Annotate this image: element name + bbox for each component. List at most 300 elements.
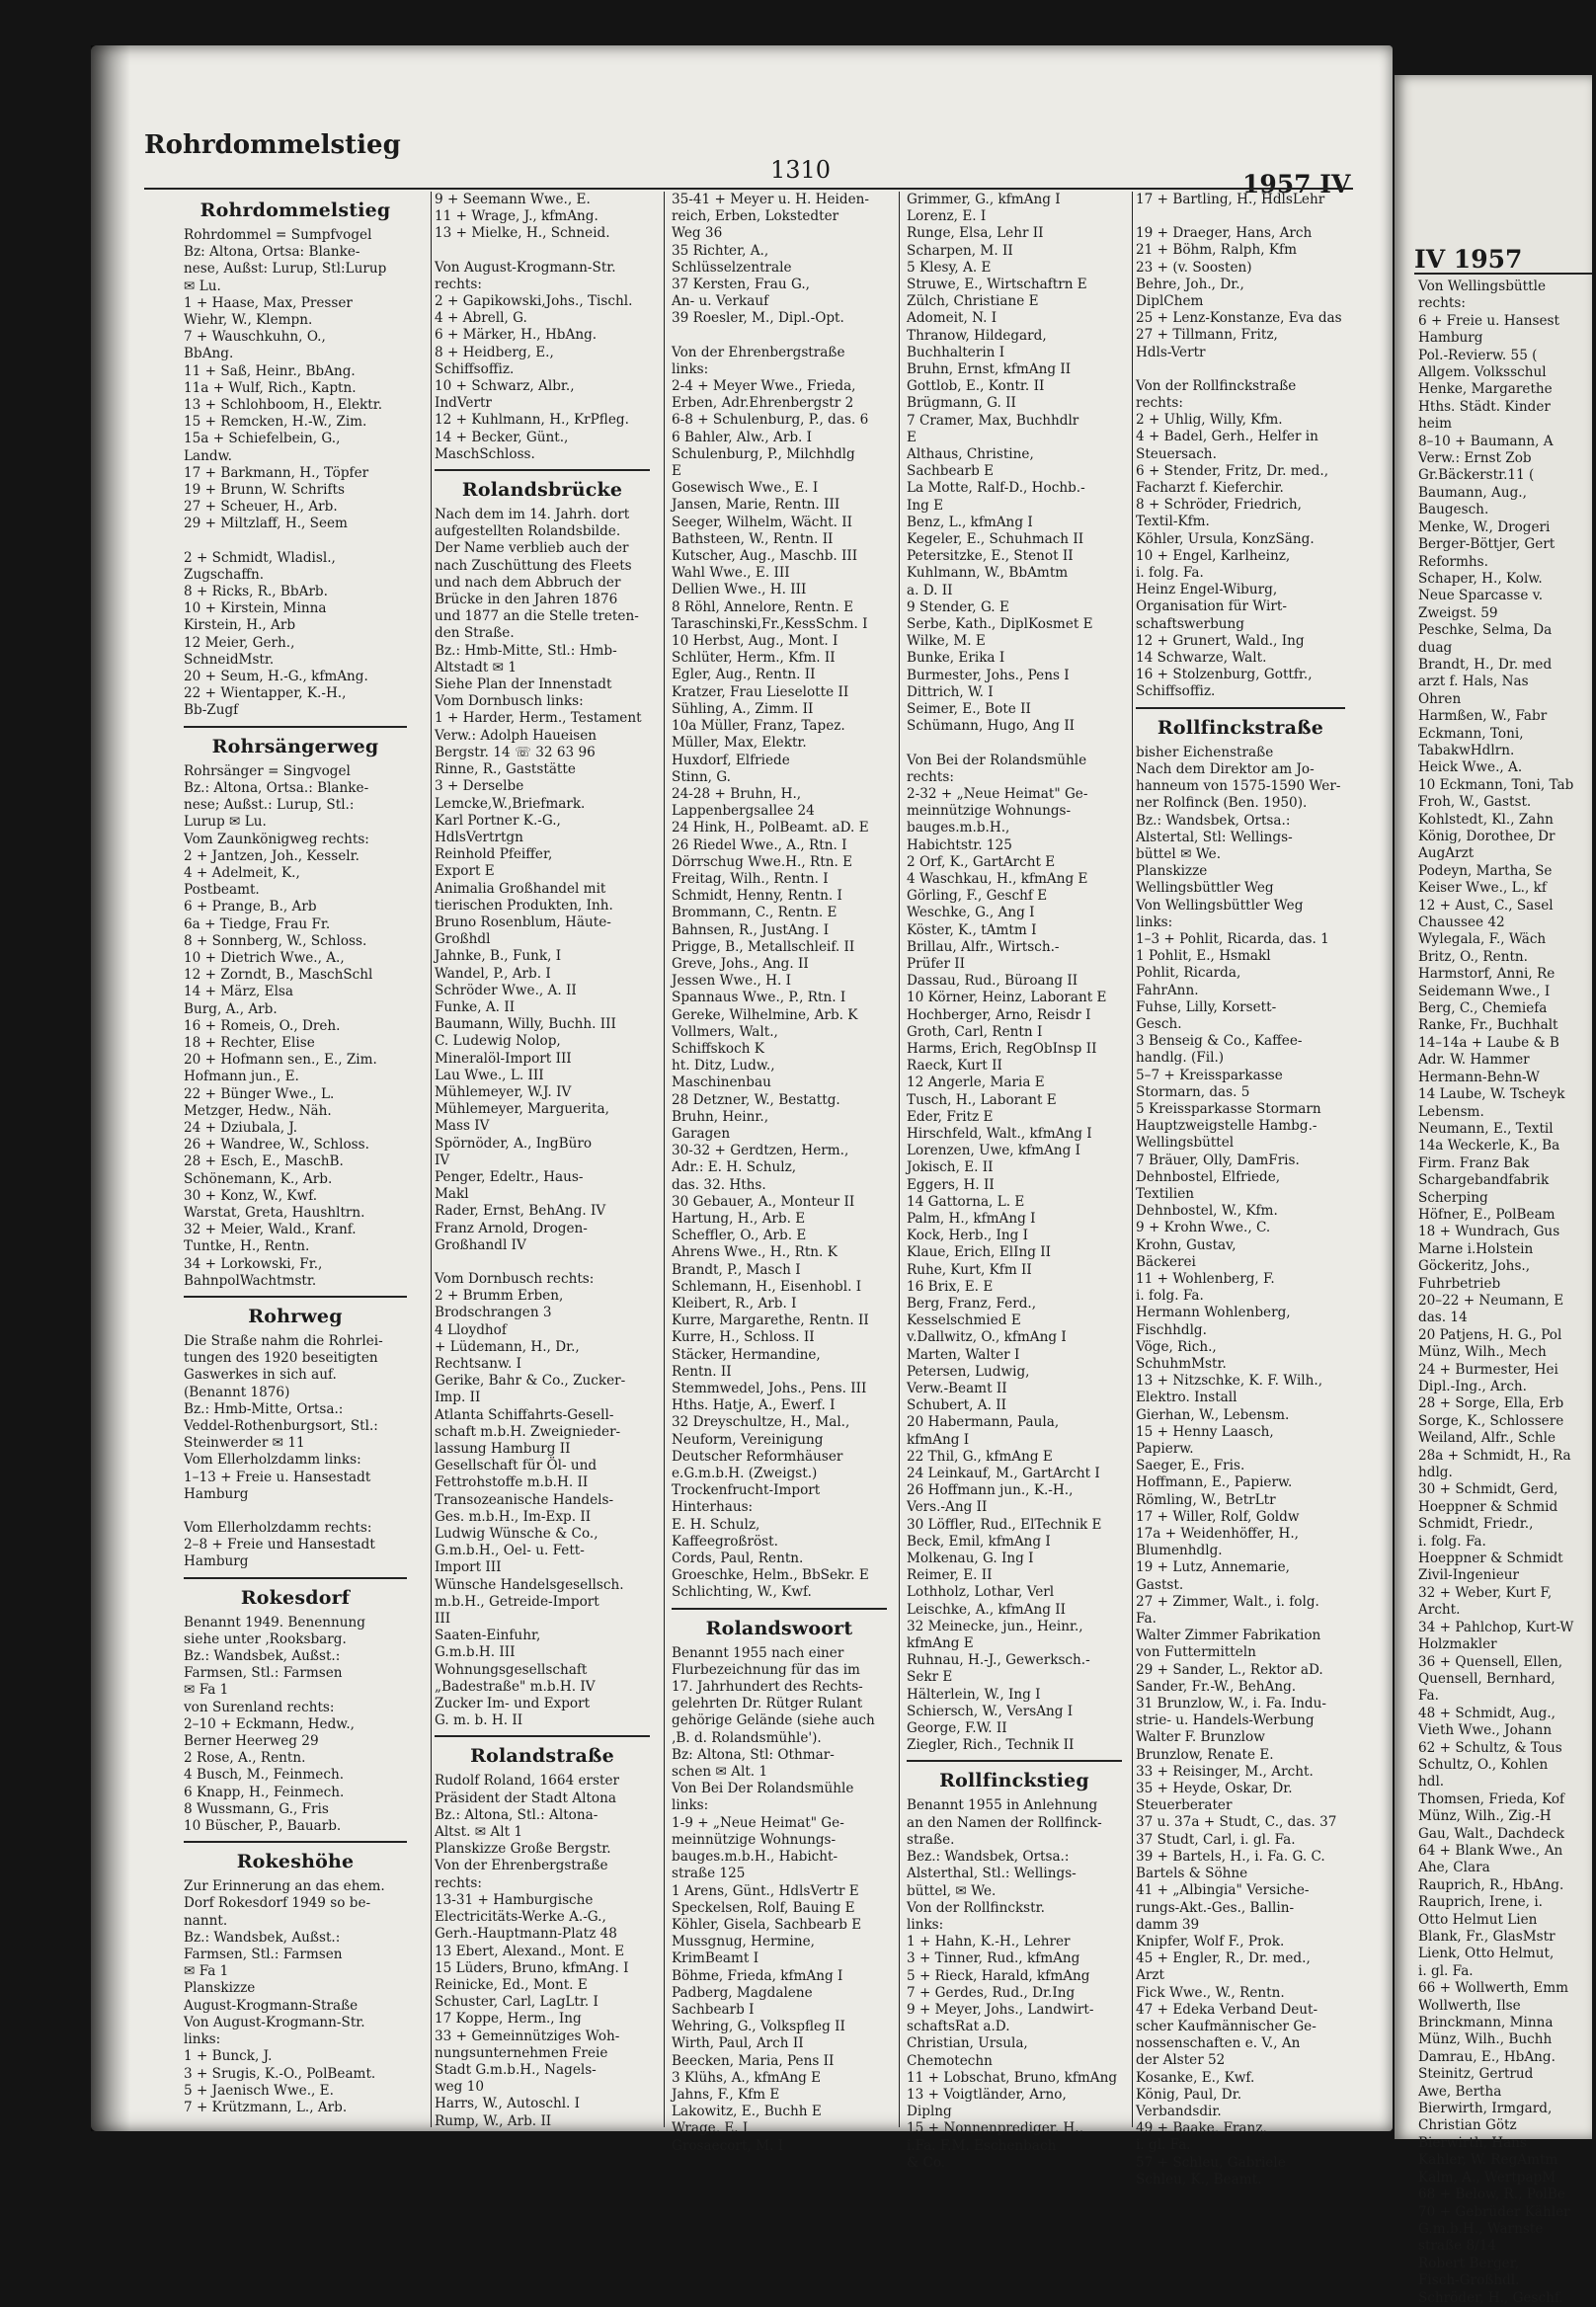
directory-entry: Sühling, A., Zimm. II	[672, 700, 814, 717]
directory-entry: Bz: Altona, Ortsa: Blanke-	[184, 244, 360, 261]
directory-entry: Fa.	[1136, 1611, 1157, 1628]
directory-entry: Kleibert, R., Arb. I	[672, 1296, 797, 1312]
directory-entry: 37 Studt, Carl, i. gl. Fa.	[1136, 1831, 1296, 1848]
directory-entry: büttel ✉ We.	[1136, 845, 1222, 862]
directory-entry: 12 Angerle, Maria E	[907, 1074, 1045, 1091]
directory-entry: Vom Zaunkönigweg rechts:	[184, 831, 369, 847]
directory-entry: 27 + Tillmann, Fritz,	[1136, 327, 1278, 344]
directory-entry: i. folg. Fa.	[1418, 1533, 1486, 1550]
directory-entry: Berg, Franz, Ferd.,	[907, 1296, 1037, 1312]
directory-entry: 27 + Scheuer, H., Arb.	[184, 499, 338, 516]
directory-entry: Habichtstr. 125	[907, 836, 1012, 853]
directory-entry: Heinz Engel-Wiburg,	[1136, 582, 1278, 598]
directory-entry: Fuhrbetrieb	[1418, 1275, 1501, 1292]
directory-entry: 28a + Schmidt, H., Ra	[1418, 1447, 1571, 1464]
directory-entry: 45 + Engler, R., Dr. med.,	[1136, 1950, 1311, 1967]
directory-entry: Verw.-Beamt II	[907, 1381, 1007, 1397]
directory-entry: Schümann, Hugo, Ang II	[907, 718, 1076, 735]
directory-entry: Wollwerth, Ilse	[1418, 1997, 1521, 2014]
book-spine-shadow	[91, 45, 130, 2131]
directory-entry: 1 + Harder, Herm., Testament	[435, 710, 642, 727]
directory-entry: 3 + Derselbe	[435, 778, 524, 795]
directory-entry: Harms, Erich, RegObInsp II	[907, 1040, 1097, 1057]
directory-entry: rechts:	[907, 768, 954, 785]
directory-entry: Brodschrangen 3	[435, 1305, 552, 1321]
directory-entry: E. H. Schulz,	[672, 1516, 760, 1533]
directory-entry: Beecken, Maria, Pens II	[672, 2052, 835, 2069]
directory-entry: Kratzer, Frau Lieselotte II	[672, 683, 849, 700]
directory-entry: Saeger, E., Fris.	[1136, 1458, 1245, 1474]
directory-entry: Zur Erinnerung an das ehem.	[184, 1878, 385, 1895]
directory-entry: 21 + Böhm, Ralph, Kfm	[1136, 242, 1297, 259]
directory-entry: Rauprich, R., HbAng.	[1418, 1876, 1564, 1893]
directory-entry: 2 + Brumm Erben,	[435, 1288, 564, 1305]
directory-entry: 35 Richter, A.,	[672, 242, 769, 259]
directory-entry: Lorenzen, Uwe, kfmAng I	[907, 1143, 1081, 1159]
directory-entry: Schiffskoch K	[672, 1040, 764, 1057]
directory-entry: Britz, O., Rentn.	[1418, 948, 1528, 965]
directory-entry: Schiffsoffiz.	[435, 360, 515, 377]
directory-entry: Planskizze Große Bergstr.	[435, 1841, 611, 1858]
directory-entry: 26 Hoffmann jun., K.-H.,	[907, 1482, 1074, 1499]
directory-entry: August-Krogmann-Straße	[184, 1997, 359, 2014]
directory-entry: Spörnöder, A., IngBüro	[435, 1135, 593, 1152]
directory-entry: straße 125	[672, 1866, 746, 1882]
directory-entry: Landw.	[184, 447, 232, 464]
directory-entry	[435, 243, 650, 260]
directory-entry: Planskizze	[1136, 863, 1208, 880]
directory-entry: 9 Stender, G. E	[907, 598, 1009, 615]
directory-entry: Blumenhdlg.	[1136, 1543, 1223, 1559]
directory-entry: Import III	[435, 1559, 502, 1576]
directory-entry: Schulenburg, P., Milchhdlg	[672, 445, 855, 462]
directory-entry: Kohlstedt, Kl., Zahn	[1418, 811, 1554, 828]
directory-entry: Alsterthal, Stl.: Wellings-	[907, 1866, 1077, 1882]
directory-entry: Zugschaffn.	[184, 566, 265, 583]
column-4	[907, 192, 1122, 2171]
directory-entry: Greve, Johs., Ang. II	[672, 955, 809, 972]
directory-entry: links:	[1136, 914, 1173, 930]
directory-entry: 17. Jahrhundert des Rechts-	[672, 1679, 863, 1696]
directory-entry: 62 + Schultz, & Tous	[1418, 1739, 1562, 1756]
directory-entry: Hoeppner & Schmid	[1418, 1498, 1558, 1515]
directory-entry: Dehnbostel, W., Kfm.	[1136, 1203, 1278, 1220]
directory-entry: Ahe, Clara	[1418, 1860, 1490, 1876]
directory-entry: Freitag, Wilh., Rentn. I	[672, 870, 829, 887]
directory-page-right	[1395, 75, 1592, 2306]
directory-entry: Bruhn, Heinr.,	[672, 1108, 769, 1125]
directory-entry: 4 Lloydhof	[435, 1321, 507, 1338]
directory-entry: ner Rolfinck (Ben. 1950).	[1136, 795, 1308, 812]
directory-entry: Vers.-Ang II	[907, 1499, 988, 1516]
directory-entry: scher Kaufmännischer Ge-	[1136, 2018, 1317, 2034]
directory-entry: 5 Kreissparkasse Stormarn	[1136, 1100, 1321, 1117]
directory-entry: siehe unter ‚Rooksbarg.	[184, 1631, 347, 1647]
directory-entry: 5 + Rieck, Harald, kfmAng	[907, 1967, 1090, 1984]
directory-entry: DiplChem	[1136, 293, 1204, 310]
directory-entry: 12 + Aust, C., Sasel	[1418, 897, 1554, 914]
directory-entry: 7 + Wauschkuhn, O.,	[184, 329, 326, 346]
directory-entry: Steuersach.	[1136, 445, 1217, 462]
directory-entry: Chemotechn	[907, 2052, 993, 2069]
directory-entry: büttel, ✉ We.	[907, 1882, 997, 1899]
street-heading: Rolandsbrücke	[461, 479, 623, 502]
directory-entry: Bz: Altona, Stl: Othmar-	[672, 1746, 835, 1763]
directory-entry: 6a + Tiedge, Frau Fr.	[184, 915, 331, 932]
directory-entry: 30 + Konz, W., Kwf.	[184, 1187, 318, 1204]
directory-entry: Brunzlow, Renate E.	[1136, 1746, 1274, 1763]
directory-entry: damm 39	[1136, 1916, 1200, 1933]
directory-entry: C. Ludewig Nolop,	[435, 1033, 561, 1050]
directory-entry: Münz, Wilh., Mech	[1418, 1344, 1547, 1361]
directory-entry: Münz, Wilh., Buchh	[1418, 2031, 1553, 2048]
directory-entry: Müller, Max, Elektr.	[672, 735, 807, 752]
directory-entry: 39 Roesler, M., Dipl.-Opt.	[672, 310, 844, 327]
directory-entry: Fettrohstoffe m.b.H. II	[435, 1474, 589, 1491]
directory-entry: bisher Eichenstraße	[1136, 744, 1274, 760]
directory-entry: Schlichting, W., Kwf.	[672, 1584, 812, 1601]
directory-entry: nannt.	[184, 1912, 228, 1929]
directory-entry: König, Dorothee, Dr	[1418, 829, 1556, 844]
directory-entry: 49 + Baake, Franz,	[1136, 2120, 1267, 2137]
directory-entry: nungsunternehmen Freie	[435, 2044, 608, 2061]
directory-entry: Grosaecort, M. I	[672, 2137, 783, 2154]
directory-entry: 10 Herbst, Aug., Mont. I	[672, 633, 838, 650]
directory-entry: Chaussee 42	[1418, 915, 1505, 931]
directory-entry: 32 Meinecke, jun., Heinr.,	[907, 1618, 1083, 1634]
directory-entry: Sachbearb E	[907, 463, 995, 480]
directory-entry: Verbandsdir.	[1136, 2103, 1222, 2119]
directory-entry: Hochberger, Arno, Reisdr I	[907, 1006, 1091, 1023]
directory-entry: links:	[672, 1797, 709, 1814]
directory-entry: Gr.Bäckerstr.11 (	[1418, 467, 1535, 484]
directory-entry: Wohnungsgesellschaft	[435, 1661, 588, 1678]
directory-entry: Firm. Franz Bak	[1418, 1154, 1530, 1171]
directory-entry: 10 Büscher, P., Bauarb.	[184, 1818, 342, 1835]
directory-entry: Seidemann Wwe., I	[1418, 983, 1551, 999]
directory-entry: 10 Körner, Heinz, Laborant E	[907, 990, 1107, 1006]
directory-entry: Schönemann, K., Arb.	[184, 1170, 333, 1187]
directory-entry: 34 + Lorkowski, Fr.,	[184, 1255, 323, 1272]
directory-entry: 33 + Reisinger, M., Archt.	[1136, 1763, 1314, 1780]
directory-entry: Wehring, G., Volkspfleg II	[672, 2019, 845, 2035]
directory-entry: Schröder, H., Geschf.	[1418, 2289, 1563, 2306]
directory-entry: 20 Habermann, Paula,	[907, 1414, 1060, 1431]
directory-entry: Transozeanische Handels-	[435, 1491, 614, 1508]
directory-entry: Gosewisch Wwe., E. I	[672, 480, 819, 497]
directory-entry: Warstat, Greta, Haushltrn.	[184, 1204, 365, 1221]
section-rule	[907, 1760, 1122, 1762]
directory-entry: 13 Ebert, Alexand., Mont. E	[435, 1943, 625, 1959]
directory-entry: Mühlemeyer, Marguerita,	[435, 1101, 609, 1118]
directory-entry: Allgem. Volksschul	[1418, 364, 1547, 381]
directory-entry: 12 + Kuhlmann, H., KrPfleg.	[435, 412, 629, 429]
directory-entry: Steinitz, Gertrud	[1418, 2066, 1534, 2083]
directory-entry: den Straße.	[435, 625, 515, 642]
directory-entry: Jokisch, E. II	[907, 1159, 994, 1176]
directory-entry: Tuntke, H., Rentn.	[184, 1238, 310, 1255]
directory-entry: an den Namen der Rollfinck-	[907, 1814, 1102, 1831]
directory-entry: 10 + Dietrich Wwe., A.,	[184, 949, 345, 966]
directory-entry: Dorf Rokesdorf 1949 so be-	[184, 1895, 371, 1912]
directory-entry: Von der Rollfinckstr.	[907, 1899, 1045, 1916]
directory-entry: Imp. II	[435, 1390, 481, 1406]
directory-entry: Weiland, Alfr., Schle	[1418, 1430, 1556, 1447]
directory-entry: Reformhs.	[1418, 553, 1488, 570]
directory-entry: 14 + März, Elsa	[184, 984, 294, 1000]
directory-entry: 6 + Stender, Fritz, Dr. med.,	[1136, 462, 1329, 479]
directory-entry: Behre, Joh., Dr.,	[1136, 276, 1244, 292]
directory-entry: Rudolf Roland, 1664 erster	[435, 1773, 619, 1790]
directory-entry: rechts:	[435, 1874, 482, 1891]
directory-entry: Die Straße nahm die Rohrlei-	[184, 1332, 383, 1349]
directory-entry: lassung Hamburg II	[435, 1441, 571, 1458]
directory-entry: Eggers, H. II	[907, 1176, 995, 1193]
directory-entry: 17 + Bartling, H., HdlsLehr	[1136, 192, 1325, 207]
directory-entry: Althaus, Christine,	[907, 446, 1034, 463]
directory-entry: Gerh.-Hauptmann-Platz 48	[435, 1926, 617, 1943]
directory-entry: Siehe Plan der Innenstadt	[435, 676, 612, 693]
directory-entry: Weschke, G., Ang I	[907, 905, 1035, 921]
directory-entry: BahnpolWachtmstr.	[184, 1272, 317, 1289]
directory-entry: Neumann, E., Textil	[1418, 1120, 1554, 1137]
directory-entry: Gottlob, E., Kontr. II	[907, 378, 1045, 395]
directory-entry: rechts:	[1418, 295, 1466, 312]
directory-entry: ✉ Fa 1	[184, 1682, 229, 1699]
directory-entry: Benannt 1955 nach einer	[672, 1644, 844, 1661]
section-rule	[184, 1841, 407, 1843]
directory-entry: Wirth, Paul, Arch II	[672, 2035, 804, 2052]
directory-entry: 14 + Becker, Günt.,	[435, 429, 569, 445]
directory-entry: Molkenau, G. Ing I	[907, 1551, 1034, 1567]
directory-entry: Bunke, Erika I	[907, 650, 1005, 667]
directory-entry: Gierhan, W., Lebensm.	[1136, 1406, 1290, 1423]
directory-entry: 2–8 + Freie und Hansestadt	[184, 1537, 375, 1553]
directory-entry: Vieth Wwe., Johann	[1418, 1722, 1553, 1739]
directory-entry: Podeyn, Martha, Se	[1418, 862, 1553, 879]
directory-entry: Stormarn, das. 5	[1136, 1083, 1250, 1100]
directory-entry: Dehnbostel, Elfriede,	[1136, 1168, 1281, 1185]
directory-entry: Verw.: Ernst Zob	[1418, 450, 1532, 467]
directory-entry: Brandt, P., Masch I	[672, 1261, 801, 1278]
directory-entry: 10 + Kirstein, Minna	[184, 600, 327, 617]
directory-entry: König, Paul, Dr.	[1136, 2086, 1242, 2103]
street-heading: Rolandstraße	[470, 1745, 614, 1768]
directory-entry: 18 + Wundrach, Gus	[1418, 1224, 1560, 1240]
directory-entry: Knipfer, Wolf F., Prok.	[1136, 1933, 1285, 1949]
directory-entry: Prigge, B., Metallschleif. II	[672, 938, 855, 955]
directory-entry: und nach dem Abbruch der	[435, 574, 621, 591]
directory-entry: Bz.: Altona, Stl.: Altona-	[435, 1806, 598, 1823]
directory-entry: Römling, W., BetrLtr	[1136, 1491, 1276, 1508]
directory-entry: Eder, Fritz E	[907, 1108, 994, 1125]
directory-entry: Göckeritz, Johs.,	[1418, 1258, 1531, 1275]
directory-entry: 11 + Wohlenberg, F.	[1136, 1270, 1275, 1287]
directory-entry: Kosanke, E., Kwf.	[1136, 2069, 1255, 2086]
directory-entry: 64 + Blank Wwe., An	[1418, 1842, 1563, 1859]
directory-entry: E	[907, 429, 917, 445]
directory-entry: Bartels & Söhne	[1136, 1866, 1248, 1882]
directory-entry: 9 + Meyer, Johs., Landwirt-	[907, 2001, 1094, 2018]
column-3	[672, 192, 887, 2154]
directory-entry: Organisation für Wirt-	[1136, 598, 1287, 615]
directory-entry: Schargebandfabrik	[1418, 1172, 1550, 1189]
directory-entry: Rentn. II	[672, 1363, 732, 1380]
directory-entry: Peschke, Selma, Da	[1418, 622, 1553, 639]
directory-entry: Mussgnug, Hermine,	[672, 1934, 815, 1950]
directory-entry: Wahl Wwe., E. III	[672, 565, 790, 582]
directory-entry: G.m.b.H. III	[435, 1644, 516, 1661]
directory-entry: Rechtsanw. I	[435, 1356, 521, 1372]
street-heading: Rolandswoort	[705, 1617, 853, 1639]
directory-entry: Karl Portner K.-G.,	[435, 812, 561, 829]
directory-entry: 2-4 + Meyer Wwe., Frieda,	[672, 378, 856, 395]
directory-entry: Jansen, Marie, Rentn. III	[672, 497, 840, 514]
directory-entry: Petersitzke, E., Stenot II	[907, 548, 1074, 565]
directory-entry: rungs-Akt.-Ges., Ballin-	[1136, 1899, 1295, 1916]
directory-entry: Groth, Carl, Rentn I	[907, 1023, 1043, 1040]
street-heading: Rollfinckstraße	[1157, 716, 1324, 739]
directory-entry: Baumann, Willy, Buchh. III	[435, 1016, 616, 1033]
column-1	[184, 192, 407, 2127]
directory-entry: Bathsteen, W., Rentn. II	[672, 530, 834, 547]
directory-entry: Deutscher Reformhäuser	[672, 1448, 843, 1465]
directory-entry: 8 Wussmann, G., Fris	[184, 1800, 329, 1817]
directory-entry: 8 + Heidberg, E.,	[435, 344, 554, 360]
directory-entry: La Motte, Ralf-D., Hochb.-	[907, 480, 1085, 497]
directory-entry: Alstertal, Stl: Wellings-	[1136, 829, 1293, 845]
directory-entry: 35 + Heyde, Oskar, Dr.	[1136, 1781, 1293, 1797]
directory-entry: 27 + Zimmer, Walt., i. folg.	[1136, 1593, 1319, 1610]
directory-entry: Hths. Hatje, A., Ewerf. I	[672, 1397, 836, 1414]
directory-entry: Beck, Emil, kfmAng I	[907, 1533, 1051, 1550]
directory-entry: 2 + Uhlig, Willy, Kfm.	[1136, 412, 1283, 429]
section-rule	[184, 1296, 407, 1298]
directory-entry: Kurre, Margarethe, Rentn. II	[672, 1313, 869, 1329]
directory-entry: Brücke in den Jahren 1876	[435, 592, 618, 608]
directory-entry: schaftswerbung	[1136, 615, 1245, 632]
directory-entry: 2 + Gapikowski,Johs., Tischl.	[435, 293, 633, 310]
directory-entry: i. folg. Fa.	[1136, 565, 1204, 582]
directory-entry: Schlemann, H., Eisenhobl. I	[672, 1278, 862, 1295]
header-rule	[144, 188, 1353, 190]
directory-entry: Schmidt, Friedr.,	[1418, 1516, 1534, 1533]
directory-entry: Von August-Krogmann-Str.	[435, 259, 616, 276]
directory-entry: Heick Wwe., A.	[1418, 759, 1523, 776]
directory-entry: George, F.W. II	[907, 1720, 1007, 1737]
directory-entry: 28 + Sorge, Ella, Erb	[1418, 1395, 1564, 1412]
directory-entry: Mass IV	[435, 1118, 490, 1135]
directory-entry: Thranow, Hildegard,	[907, 327, 1047, 344]
directory-entry: der Alster 52	[1136, 2052, 1226, 2069]
directory-entry: Kesselschmied E	[907, 1313, 1021, 1329]
directory-entry: 11 + Lobschat, Bruno, kfmAng	[907, 2069, 1118, 2086]
directory-entry: Böhme, Frieda, kfmAng I	[672, 1967, 843, 1984]
directory-entry: 20 + Hofmann sen., E., Zim.	[184, 1052, 377, 1069]
directory-entry: 24 Hink, H., PolBeamt. aD. E	[672, 820, 869, 836]
directory-entry: Lorenz, E. I	[907, 208, 987, 225]
directory-entry: Hartung, H., Arb. E	[672, 1210, 806, 1227]
directory-entry: Hoeppner & Schmidt	[1418, 1551, 1563, 1567]
directory-entry: Hirschfeld, Walt., kfmAng I	[907, 1125, 1092, 1142]
directory-entry: hanneum von 1575-1590 Wer-	[1136, 778, 1341, 795]
directory-entry: Berg, C., Chemiefa	[1418, 1000, 1548, 1017]
directory-entry: Bez.: Wandsbek, Ortsa.:	[907, 1849, 1070, 1866]
directory-entry: Kalm, A., WertpapM	[1418, 2169, 1556, 2186]
directory-entry: Hälterlein, W., Ing I	[907, 1686, 1041, 1703]
directory-entry: 31 Brunzlow, W., i. Fa. Indu-	[1136, 1696, 1326, 1712]
directory-entry: Eckmann, Toni,	[1418, 725, 1524, 742]
directory-entry: bauges.m.b.H., Habicht-	[672, 1849, 838, 1866]
directory-entry: links:	[184, 2031, 221, 2048]
directory-entry: Pohlit, Ricarda,	[1136, 965, 1241, 982]
directory-entry: Stemmwedel, Johs., Pens. III	[672, 1381, 867, 1397]
directory-entry: Hamburg	[1418, 330, 1483, 347]
directory-entry: 1-9 + „Neue Heimat" Ge-	[672, 1814, 844, 1831]
directory-entry: 7 + Krützmann, L., Arb.	[184, 2099, 348, 2115]
directory-entry: links:	[672, 360, 709, 377]
directory-entry: „Badestraße" m.b.H. IV	[435, 1678, 596, 1695]
directory-entry: Veddel-Rothenburgsort, Stl.:	[184, 1418, 378, 1434]
directory-entry: 68 + Below, R., PolBe	[1418, 2187, 1565, 2203]
directory-entry: Kuhlmann, W., BbAmtm	[907, 565, 1069, 582]
directory-entry: 19 + Brunn, W. Schrifts	[184, 482, 345, 499]
directory-entry: 13 + Schlohboom, H., Elektr.	[184, 397, 383, 414]
directory-entry: Dellien Wwe., H. III	[672, 582, 807, 598]
directory-entry: straße.	[907, 1831, 955, 1848]
directory-entry: i.Fa. F.M. Eschenbach	[907, 2137, 1057, 2154]
directory-entry: Lurup ✉ Lu.	[184, 814, 267, 831]
directory-entry: Großhdl	[435, 931, 491, 948]
directory-entry: Fick Wwe., W., Rentn.	[1136, 1984, 1285, 2001]
directory-entry: Struwe, E., Wirtschaftrn E	[907, 277, 1087, 293]
directory-entry: Von Wellingsbüttler Weg	[1136, 897, 1304, 914]
directory-entry: bauges.m.b.H.,	[907, 820, 1010, 836]
directory-entry: 9 + Krohn Wwe., C.	[1136, 1220, 1271, 1236]
directory-entry: Ruhe, Kurt, Kfm II	[907, 1261, 1032, 1278]
directory-entry: 17 Koppe, Herm., Ing	[435, 2011, 582, 2028]
directory-entry: Vom Dornbusch links:	[435, 693, 584, 710]
directory-entry: Rohrsänger = Singvogel	[184, 762, 351, 779]
directory-entry: Planskizze	[184, 1980, 256, 1997]
directory-entry: 9 + Seemann Wwe., E.	[435, 192, 591, 207]
directory-entry: Köster, K., tAmtm I	[907, 921, 1037, 938]
directory-entry: 26 + Wandree, W., Schloss.	[184, 1137, 369, 1154]
directory-entry: Wandel, P., Arb. I	[435, 965, 551, 982]
directory-entry: 70 + Gebrüder Kähler	[1418, 2203, 1570, 2220]
directory-entry: meinnützige Wohnungs-	[672, 1831, 837, 1848]
directory-entry: 1 + Bunck, J.	[184, 2048, 273, 2065]
directory-entry: Ohren	[1418, 690, 1462, 707]
directory-entry: Von Bei der Rolandsmühle	[907, 752, 1087, 768]
directory-entry: Bruhn, Ernst, kfmAng II	[907, 361, 1072, 378]
directory-entry: Lienk, Otto Helmut,	[1418, 1946, 1555, 1962]
directory-entry: TabakwHdlrn.	[1418, 742, 1515, 758]
directory-entry: Lebensm.	[1418, 1103, 1484, 1120]
directory-entry: m.b.H., Getreide-Import	[435, 1593, 599, 1610]
section-rule	[184, 1577, 407, 1579]
directory-entry: Bb-Zugf	[184, 702, 239, 719]
directory-entry: Thomsen, Frieda, Kof	[1418, 1790, 1565, 1807]
directory-entry: Petersen, Ludwig,	[907, 1363, 1030, 1380]
directory-entry: Flurbezeichnung für das im	[672, 1661, 860, 1678]
directory-entry: 3 Klühs, A., kfmAng E	[672, 2069, 822, 2086]
directory-entry: 30-32 + Gerdtzen, Herm.,	[672, 1143, 849, 1159]
directory-entry: Stadt G.m.b.H., Nagels-	[435, 2061, 597, 2078]
directory-entry: 15 + Nonnenprediger, H.,	[907, 2120, 1083, 2137]
directory-entry: Lakowitz, E., Buchh E	[672, 2104, 822, 2120]
directory-entry: Prüfer II	[907, 955, 966, 972]
